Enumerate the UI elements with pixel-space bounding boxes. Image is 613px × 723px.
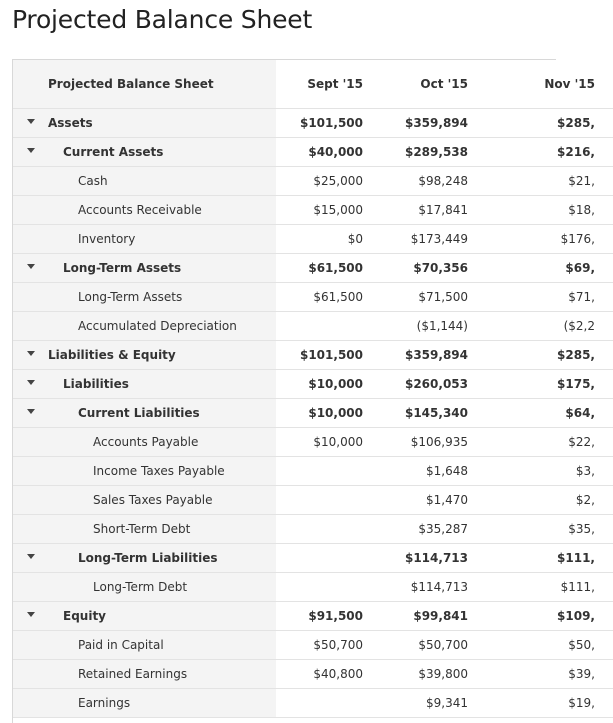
row-label: Cash [78,174,108,188]
group-row[interactable] [13,341,613,370]
value-cell: $15,000 [276,196,381,225]
header-period-oct[interactable]: Oct '15 [381,60,486,109]
value-cell: $114,713 [381,573,486,602]
value-cell [276,515,381,544]
table-header-row [13,60,613,109]
value-cell: $109, [486,602,613,631]
value-cell: ($2,2 [486,312,613,341]
row-label: Earnings [78,696,131,710]
table-row [13,428,613,457]
group-row[interactable] [13,602,613,631]
value-cell: $359,894 [381,341,486,370]
value-cell: $70,356 [381,254,486,283]
value-cell: $50,700 [381,631,486,660]
value-cell: $35, [486,515,613,544]
value-cell: $22, [486,428,613,457]
collapse-toggle-icon[interactable] [27,119,35,124]
collapse-toggle-icon[interactable] [27,264,35,269]
row-label-cell [13,109,276,138]
row-label-cell [13,138,276,167]
row-label: Income Taxes Payable [93,464,225,478]
value-cell: $17,841 [381,196,486,225]
value-cell: $98,248 [381,167,486,196]
table-row [13,515,613,544]
row-label-cell [13,341,276,370]
value-cell: $39,800 [381,660,486,689]
row-label: Paid in Capital [78,638,164,652]
row-label-cell [13,515,276,544]
value-cell: $1,648 [381,457,486,486]
value-cell [276,312,381,341]
row-label: Long-Term Assets [63,261,182,275]
value-cell: $175, [486,370,613,399]
value-cell: $176, [486,225,613,254]
value-cell: $18, [486,196,613,225]
row-label-cell [13,225,276,254]
collapse-toggle-icon[interactable] [27,148,35,153]
row-label-cell [13,486,276,515]
value-cell: $101,500 [276,341,381,370]
row-label-cell [13,631,276,660]
table-row [13,660,613,689]
table-row [13,689,613,718]
row-label-cell [13,167,276,196]
value-cell: $10,000 [276,370,381,399]
value-cell: $99,841 [381,602,486,631]
row-label: Retained Earnings [78,667,188,681]
group-row[interactable] [13,370,613,399]
value-cell: $50, [486,631,613,660]
row-label-cell [13,602,276,631]
table-row [13,631,613,660]
group-row[interactable] [13,399,613,428]
balance-sheet-table [13,60,613,718]
table-row [13,486,613,515]
table-row [13,225,613,254]
row-label-cell [13,689,276,718]
value-cell: $285, [486,109,613,138]
row-label: Short-Term Debt [93,522,191,536]
row-label-cell [13,370,276,399]
value-cell [276,486,381,515]
row-label-cell [13,660,276,689]
value-cell: $1,470 [381,486,486,515]
value-cell: $25,000 [276,167,381,196]
group-row[interactable] [13,544,613,573]
table-row [13,167,613,196]
group-row[interactable] [13,138,613,167]
value-cell: $19, [486,689,613,718]
collapse-toggle-icon[interactable] [27,612,35,617]
row-label: Current Liabilities [78,406,200,420]
collapse-toggle-icon[interactable] [27,554,35,559]
value-cell: $3, [486,457,613,486]
row-label: Long-Term Assets [78,290,183,304]
value-cell: $10,000 [276,399,381,428]
value-cell: $9,341 [381,689,486,718]
value-cell: $71,500 [381,283,486,312]
row-label: Long-Term Debt [93,580,188,594]
value-cell: $289,538 [381,138,486,167]
value-cell: $39, [486,660,613,689]
value-cell: $35,287 [381,515,486,544]
row-label-cell [13,399,276,428]
value-cell: $40,000 [276,138,381,167]
header-period-sept[interactable]: Sept '15 [276,60,381,109]
table-row [13,457,613,486]
value-cell: $359,894 [381,109,486,138]
value-cell: ($1,144) [381,312,486,341]
value-cell: $91,500 [276,602,381,631]
row-label: Liabilities [63,377,129,391]
value-cell: $145,340 [381,399,486,428]
value-cell: $61,500 [276,254,381,283]
row-label: Sales Taxes Payable [93,493,213,507]
row-label-cell [13,283,276,312]
value-cell [276,544,381,573]
row-label: Inventory [78,232,136,246]
row-label-cell [13,254,276,283]
collapse-toggle-icon[interactable] [27,351,35,356]
group-row[interactable] [13,109,613,138]
value-cell: $10,000 [276,428,381,457]
header-label: Projected Balance Sheet [13,60,276,109]
value-cell: $50,700 [276,631,381,660]
row-label: Long-Term Liabilities [78,551,218,565]
value-cell: $101,500 [276,109,381,138]
value-cell [276,689,381,718]
value-cell: $111, [486,544,613,573]
header-period-nov[interactable]: Nov '15 [486,60,613,109]
row-label: Liabilities & Equity [48,348,176,362]
value-cell [276,573,381,602]
value-cell: $111, [486,573,613,602]
value-cell: $71, [486,283,613,312]
row-label: Assets [48,116,93,130]
row-label: Accumulated Depreciation [78,319,237,333]
row-label-cell [13,573,276,602]
row-label-cell [13,428,276,457]
value-cell: $40,800 [276,660,381,689]
value-cell: $69, [486,254,613,283]
row-label-cell [13,312,276,341]
row-label-cell [13,196,276,225]
group-row[interactable] [13,254,613,283]
value-cell: $114,713 [381,544,486,573]
row-label-cell [13,457,276,486]
value-cell: $216, [486,138,613,167]
collapse-toggle-icon[interactable] [27,380,35,385]
row-label-cell [13,544,276,573]
table-row [13,283,613,312]
value-cell: $106,935 [381,428,486,457]
row-label: Current Assets [63,145,164,159]
row-label: Equity [63,609,107,623]
value-cell [276,457,381,486]
collapse-toggle-icon[interactable] [27,409,35,414]
value-cell: $0 [276,225,381,254]
value-cell: $21, [486,167,613,196]
value-cell: $173,449 [381,225,486,254]
value-cell: $285, [486,341,613,370]
balance-sheet-table-container[interactable] [12,59,595,723]
value-cell: $260,053 [381,370,486,399]
value-cell: $64, [486,399,613,428]
row-label: Accounts Receivable [78,203,202,217]
table-row [13,196,613,225]
row-label: Accounts Payable [93,435,199,449]
value-cell: $61,500 [276,283,381,312]
table-row [13,312,613,341]
table-row [13,573,613,602]
value-cell: $2, [486,486,613,515]
page-title: Projected Balance Sheet [12,5,313,34]
